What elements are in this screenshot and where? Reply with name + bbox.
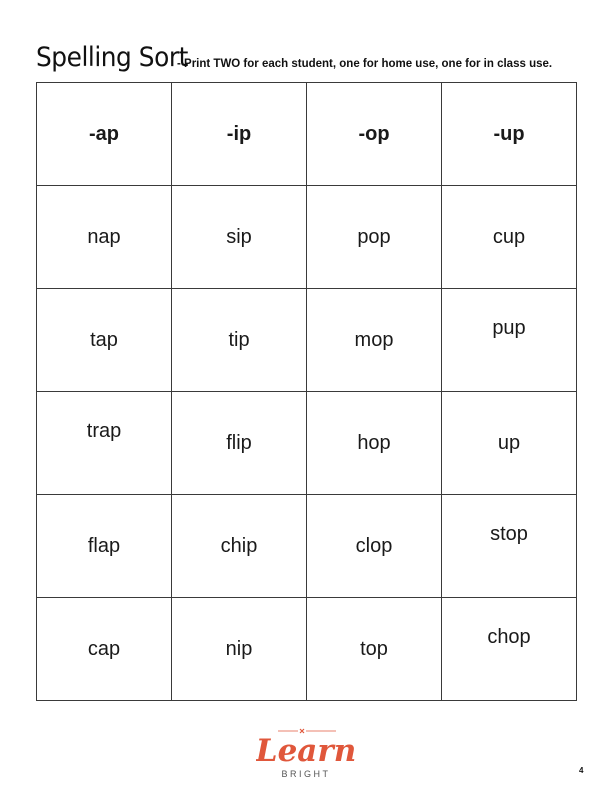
word-cell <box>442 289 577 392</box>
logo-word: Learn <box>256 733 356 769</box>
word-cell <box>37 495 172 598</box>
word-cell <box>172 186 307 289</box>
header-cell-op: -op <box>307 83 442 186</box>
word-cell <box>172 598 307 701</box>
word-cell <box>442 495 577 598</box>
header-cell-ip: -ip <box>172 83 307 186</box>
word-cell <box>442 186 577 289</box>
word-cell <box>307 598 442 701</box>
word-text: clop <box>355 534 393 557</box>
learn-bright-logo <box>256 726 356 782</box>
title-row <box>36 42 553 73</box>
word-cell <box>442 598 577 701</box>
word-text: sip <box>226 225 252 248</box>
word-text: nip <box>225 637 253 660</box>
word-text: stop <box>490 522 528 545</box>
page-subtitle: - Print TWO for each student, one for home use, one for in class use. <box>177 58 553 70</box>
word-cell <box>37 598 172 701</box>
table-row <box>37 392 577 495</box>
word-text: flap <box>87 534 121 557</box>
word-text: pop <box>357 225 391 248</box>
spelling-sort-table <box>36 82 577 701</box>
word-cell <box>37 186 172 289</box>
word-text: chip <box>220 534 258 557</box>
logo-graphic <box>256 726 356 782</box>
word-cell <box>37 392 172 495</box>
word-text: nap <box>87 225 121 248</box>
page-title: Spelling Sort <box>36 42 188 73</box>
word-text: cap <box>87 637 121 660</box>
word-text: pup <box>492 316 526 339</box>
word-text: tip <box>228 328 250 351</box>
table-row <box>37 495 577 598</box>
word-text: hop <box>357 431 391 454</box>
word-cell <box>37 289 172 392</box>
word-text: flip <box>226 431 252 454</box>
word-text: tap <box>90 328 118 351</box>
header-cell-up: -up <box>442 83 577 186</box>
word-cell <box>172 289 307 392</box>
word-cell <box>307 289 442 392</box>
word-cell <box>172 495 307 598</box>
word-cell <box>172 392 307 495</box>
word-cell <box>307 186 442 289</box>
word-text: top <box>360 637 388 660</box>
word-cell <box>442 392 577 495</box>
table-row <box>37 598 577 701</box>
word-text: mop <box>354 328 394 351</box>
header-cell-ap: -ap <box>37 83 172 186</box>
table-row <box>37 289 577 392</box>
word-text: trap <box>86 419 122 442</box>
word-text: chop <box>487 625 531 648</box>
word-cell <box>307 495 442 598</box>
logo-tagline: BRIGHT <box>281 769 331 779</box>
table-header-row <box>37 83 577 186</box>
word-text: up <box>497 431 521 454</box>
table-row <box>37 186 577 289</box>
page-number: 4 <box>579 766 584 775</box>
word-cell <box>307 392 442 495</box>
word-text: cup <box>492 225 526 248</box>
